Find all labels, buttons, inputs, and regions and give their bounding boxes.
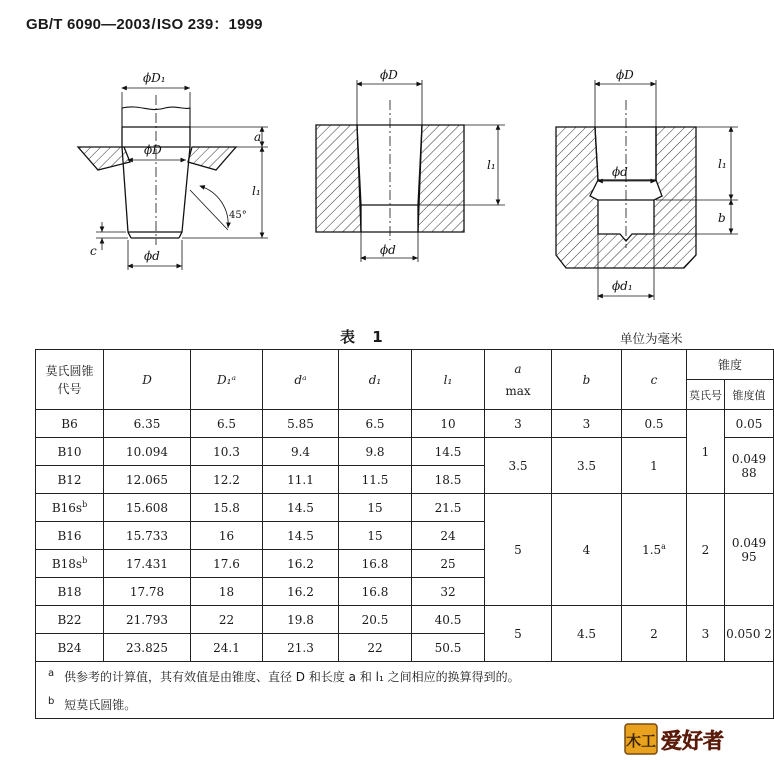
cell-d: 14.5 (263, 494, 339, 522)
cell-D1: 18 (191, 578, 263, 606)
cell-d1: 16.8 (339, 550, 412, 578)
label-c: c (90, 244, 97, 258)
cell-D1: 6.5 (191, 410, 263, 438)
cell-d1: 15 (339, 494, 412, 522)
header-D: D (104, 350, 191, 410)
cell-a-group1: 3.5 (485, 438, 552, 494)
header-taper-code: 莫氏圆锥 代号 (36, 350, 104, 410)
cell-taper-val-2: 0.049 95 (725, 494, 774, 606)
header-c: c (622, 350, 687, 410)
cell-l1: 10 (412, 410, 485, 438)
header-b: b (552, 350, 622, 410)
label-phi-d1: ϕd₁ (612, 279, 633, 293)
header-D1: D₁ᵃ (191, 350, 263, 410)
cell-D: 10.094 (104, 438, 191, 466)
cell-D: 17.78 (104, 578, 191, 606)
label-phi-D-fig1: ϕD (144, 143, 162, 157)
label-phi-d-fig1: ϕd (144, 249, 160, 263)
table-row-b22 (36, 606, 774, 634)
label-l1-fig2: l₁ (487, 158, 496, 172)
cell-code: B10 (36, 438, 104, 466)
header-taper-no: 莫氏号 (687, 380, 725, 410)
cell-D: 17.431 (104, 550, 191, 578)
table-row-b10 (36, 438, 774, 466)
cell-l1: 50.5 (412, 634, 485, 662)
header-a: a max (485, 350, 552, 410)
cell-d1: 11.5 (339, 466, 412, 494)
cell-code: B18 (36, 578, 104, 606)
std-code: GB/T 6090—2003 (26, 16, 151, 33)
table-title: 表 1 (340, 328, 389, 346)
cell-b-group1: 3.5 (552, 438, 622, 494)
cell-l1: 14.5 (412, 438, 485, 466)
label-angle: 45° (229, 210, 247, 221)
label-l1-fig3: l₁ (718, 157, 727, 171)
cell-D1: 12.2 (191, 466, 263, 494)
cell-l1: 25 (412, 550, 485, 578)
cell-l1: 18.5 (412, 466, 485, 494)
label-l1-fig1: l₁ (252, 184, 261, 198)
cell-code: $B16s^b$ (36, 494, 104, 522)
cell-d: 9.4 (263, 438, 339, 466)
cell-D1: 22 (191, 606, 263, 634)
footnote-b (36, 690, 774, 719)
cell-taper-val-1: 0.049 88 (725, 438, 774, 494)
label-phi-D-fig2: ϕD (380, 68, 398, 82)
dimension-table (35, 349, 774, 719)
cell-d: 14.5 (263, 522, 339, 550)
cell-d1: 22 (339, 634, 412, 662)
table-row-b6 (36, 410, 774, 438)
label-phi-d-fig3: ϕd (612, 165, 628, 179)
cell-code: B6 (36, 410, 104, 438)
svg-text:爱好者: 爱好者 (661, 729, 724, 753)
cell-taper-val-3: 0.050 2 (725, 606, 774, 662)
cell-d1: 6.5 (339, 410, 412, 438)
cell-d: 5.85 (263, 410, 339, 438)
header-taper-val: 锥度值 (725, 380, 774, 410)
cell-D: 23.825 (104, 634, 191, 662)
cell-d: 19.8 (263, 606, 339, 634)
table-row-b16s (36, 494, 774, 522)
cell-c-group1: 1 (622, 438, 687, 494)
figure-3-blind-socket (556, 80, 738, 300)
cell-D1: 16 (191, 522, 263, 550)
unit-note: 单位为毫米 (620, 331, 683, 346)
figure-2-taper-socket (316, 80, 505, 262)
cell-taper-no-3: 3 (687, 606, 725, 662)
cell-code: B16 (36, 522, 104, 550)
cell-code: B12 (36, 466, 104, 494)
cell-d1: 9.8 (339, 438, 412, 466)
watermark-logo (625, 722, 743, 756)
cell-l1: 24 (412, 522, 485, 550)
cell-a-group2: 5 (485, 494, 552, 606)
label-phi-D1: ϕD₁ (143, 71, 166, 85)
technical-drawings (0, 0, 750, 320)
cell-d1: 16.8 (339, 578, 412, 606)
label-phi-d-fig2: ϕd (380, 243, 396, 257)
figure-1-taper-plug (78, 88, 268, 270)
cell-a: 3 (485, 410, 552, 438)
cell-d: 11.1 (263, 466, 339, 494)
cell-D: 15.733 (104, 522, 191, 550)
cell-d: 21.3 (263, 634, 339, 662)
label-phi-D-fig3: ϕD (616, 68, 634, 82)
cell-taper-no-1: 1 (687, 410, 725, 494)
cell-D: 21.793 (104, 606, 191, 634)
cell-D1: 15.8 (191, 494, 263, 522)
cell-c-group2: 1.5$^a$ (622, 494, 687, 606)
header-d1: d₁ (339, 350, 412, 410)
cell-D1: 17.6 (191, 550, 263, 578)
header-d: dᵃ (263, 350, 339, 410)
cell-taper-val-b6: 0.05 (725, 410, 774, 438)
cell-D: 15.608 (104, 494, 191, 522)
cell-D: 6.35 (104, 410, 191, 438)
cell-d: 16.2 (263, 550, 339, 578)
cell-taper-no-2: 2 (687, 494, 725, 606)
standard-code-header: GB/T 6090—2003/ISO 239：1999 (26, 16, 263, 33)
cell-c-group3: 2 (622, 606, 687, 662)
footnote-text-b: 短莫氏圆锥。 (64, 697, 137, 712)
cell-d: 16.2 (263, 578, 339, 606)
header-taper: 锥度 (687, 350, 774, 380)
cell-l1: 40.5 (412, 606, 485, 634)
footnote-mark-a: a (48, 667, 55, 679)
footnote-a (36, 662, 774, 691)
footnote-text-a: 供参考的计算值，其有效值是由锥度、直径 D 和长度 a 和 l₁ 之间相应的换算得到的。 (63, 669, 520, 684)
footnote-mark-b: b (48, 695, 55, 707)
svg-text:木工: 木工 (625, 732, 657, 750)
label-a: a (254, 130, 262, 144)
cell-d1: 20.5 (339, 606, 412, 634)
cell-D1: 10.3 (191, 438, 263, 466)
cell-d1: 15 (339, 522, 412, 550)
cell-D1: 24.1 (191, 634, 263, 662)
cell-D: 12.065 (104, 466, 191, 494)
cell-code: B24 (36, 634, 104, 662)
cell-a-group3: 5 (485, 606, 552, 662)
cell-c: 0.5 (622, 410, 687, 438)
iso-code: ISO 239：1999 (156, 16, 263, 33)
cell-b: 3 (552, 410, 622, 438)
header-l1: l₁ (412, 350, 485, 410)
cell-l1: 32 (412, 578, 485, 606)
cell-code: $B18s^b$ (36, 550, 104, 578)
cell-code: B22 (36, 606, 104, 634)
cell-b-group3: 4.5 (552, 606, 622, 662)
cell-b-group2: 4 (552, 494, 622, 606)
cell-l1: 21.5 (412, 494, 485, 522)
label-b: b (718, 211, 726, 225)
